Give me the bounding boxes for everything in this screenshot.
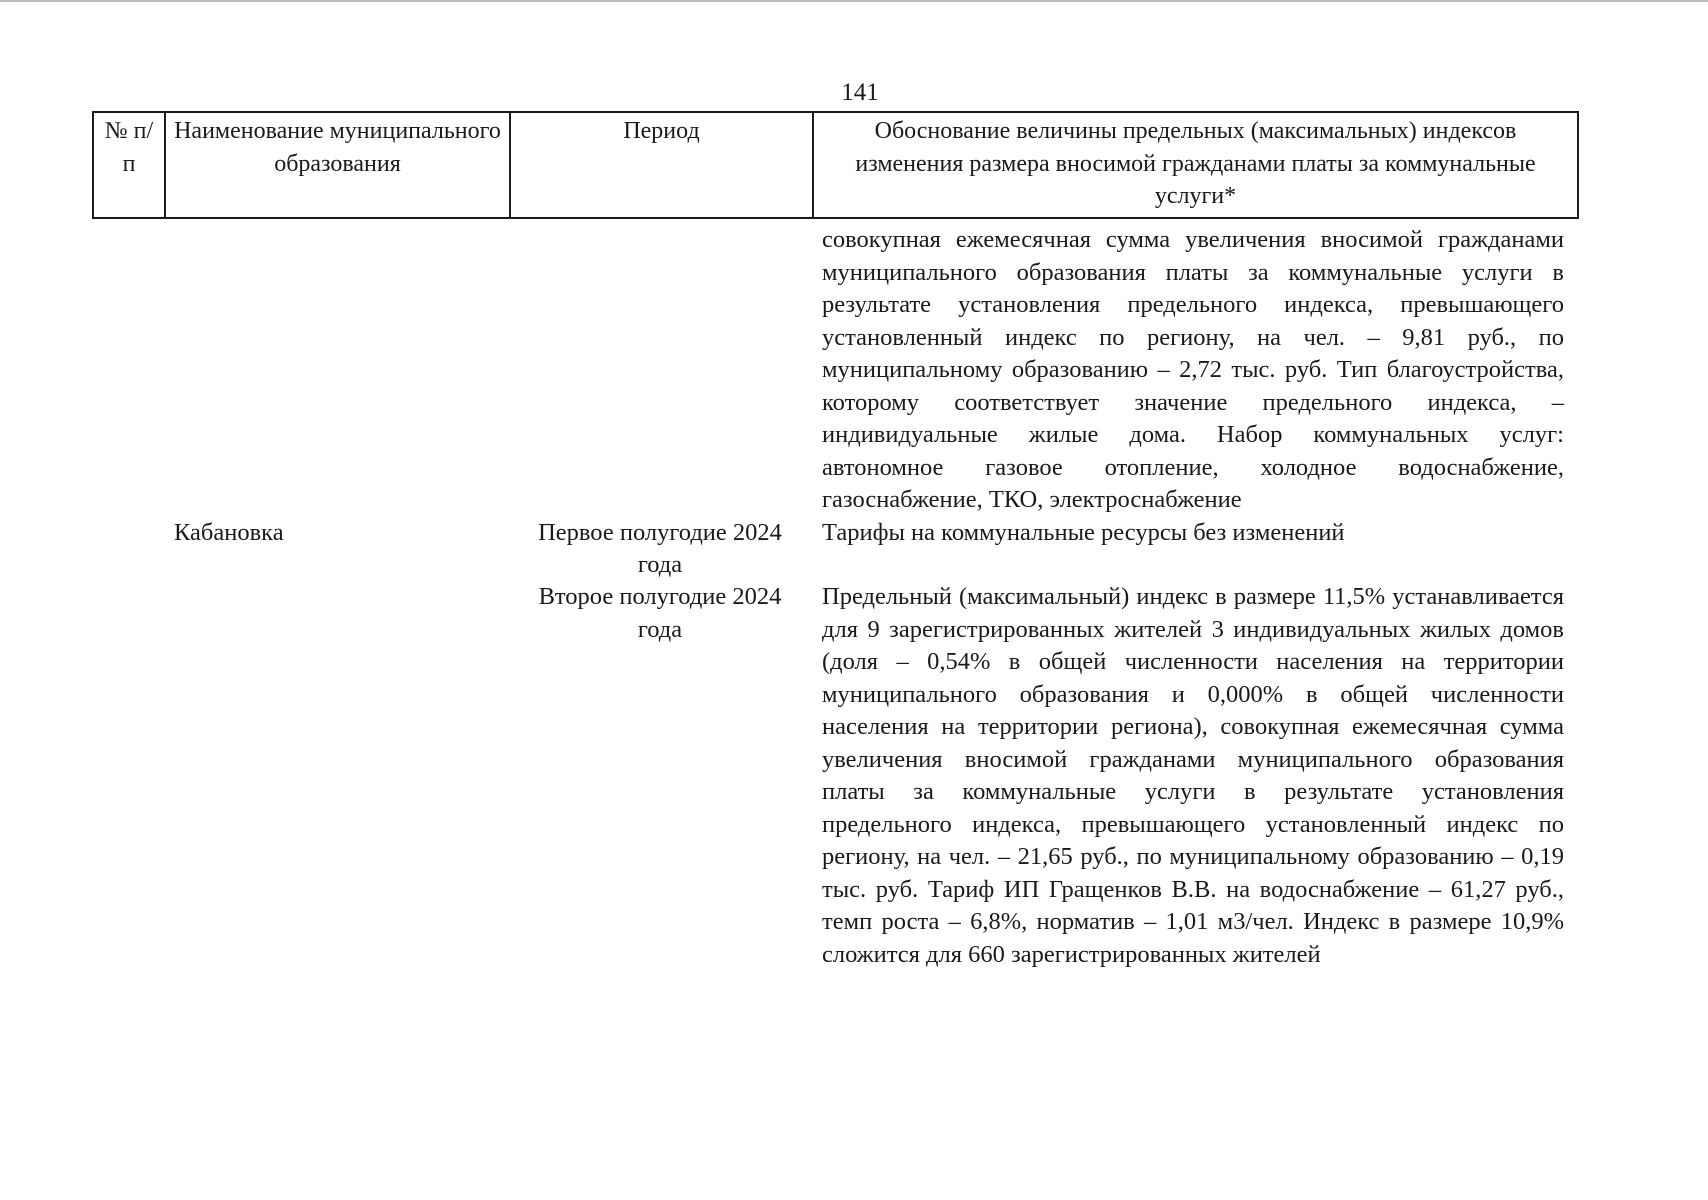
table-row (0, 581, 1708, 971)
header-basis: Обоснование величины предельных (максимальных) индексов изменения размера вносимой гражданами платы за коммунальные услуги* (813, 112, 1578, 218)
header-municipality: Наименование муниципального образования (165, 112, 510, 218)
basis-first-half: Тарифы на коммунальные ресурсы без изменений (822, 518, 1345, 546)
continued-row (0, 224, 1708, 517)
basis-second-half: Предельный (максимальный) индекс в размере 11,5% устанавливается для 9 зарегистрированных жителей 3 индивидуальных жилых домов (доля – 0,54% в общей численности населения на территории муниципального образования и 0,000% в общей численности населения на территории региона), совокупная ежемесячная сумма увеличения вносимой гражданами муниципального образования платы за коммунальные услуги в результате установления предельного индекса, превышающего установленный индекс по региону, на чел. – 21,65 руб., по муниципальному образованию – 0,19 тыс. руб. Тариф ИП Гращенков В.В. на водоснабжение – 61,27 руб., темп роста – 6,8%, норматив – 1,01 м3/чел. Индекс в размере 10,9% сложится для 660 зарегистрированных жителей (822, 583, 1564, 968)
header-number: № п/п (93, 112, 165, 218)
table-header (92, 111, 1579, 219)
header-period: Период (510, 112, 813, 218)
page-number: 141 (841, 79, 879, 106)
table-body (0, 224, 1708, 971)
municipality-name: Кабановка (174, 518, 284, 546)
header-row (93, 112, 1578, 218)
table-row (0, 517, 1708, 582)
continued-basis-text: совокупная ежемесячная сумма увеличения вносимой гражданами муниципального образования платы за коммунальные услуги в результате установления предельного индекса, превышающего установленный индекс по региону, на чел. – 9,81 руб., по муниципальному образованию – 2,72 тыс. руб. Тип благоустройства, которому соответствует значение предельного индекса, – индивидуальные жилые дома. Набор коммунальных услуг: автономное газовое отопление, холодное водоснабжение, газоснабжение, ТКО, электроснабжение (822, 226, 1564, 513)
period-second-half: Второе полугодие 2024 года (538, 583, 782, 643)
top-border-line (0, 0, 1708, 2)
period-first-half: Первое полугодие 2024 года (538, 518, 782, 578)
